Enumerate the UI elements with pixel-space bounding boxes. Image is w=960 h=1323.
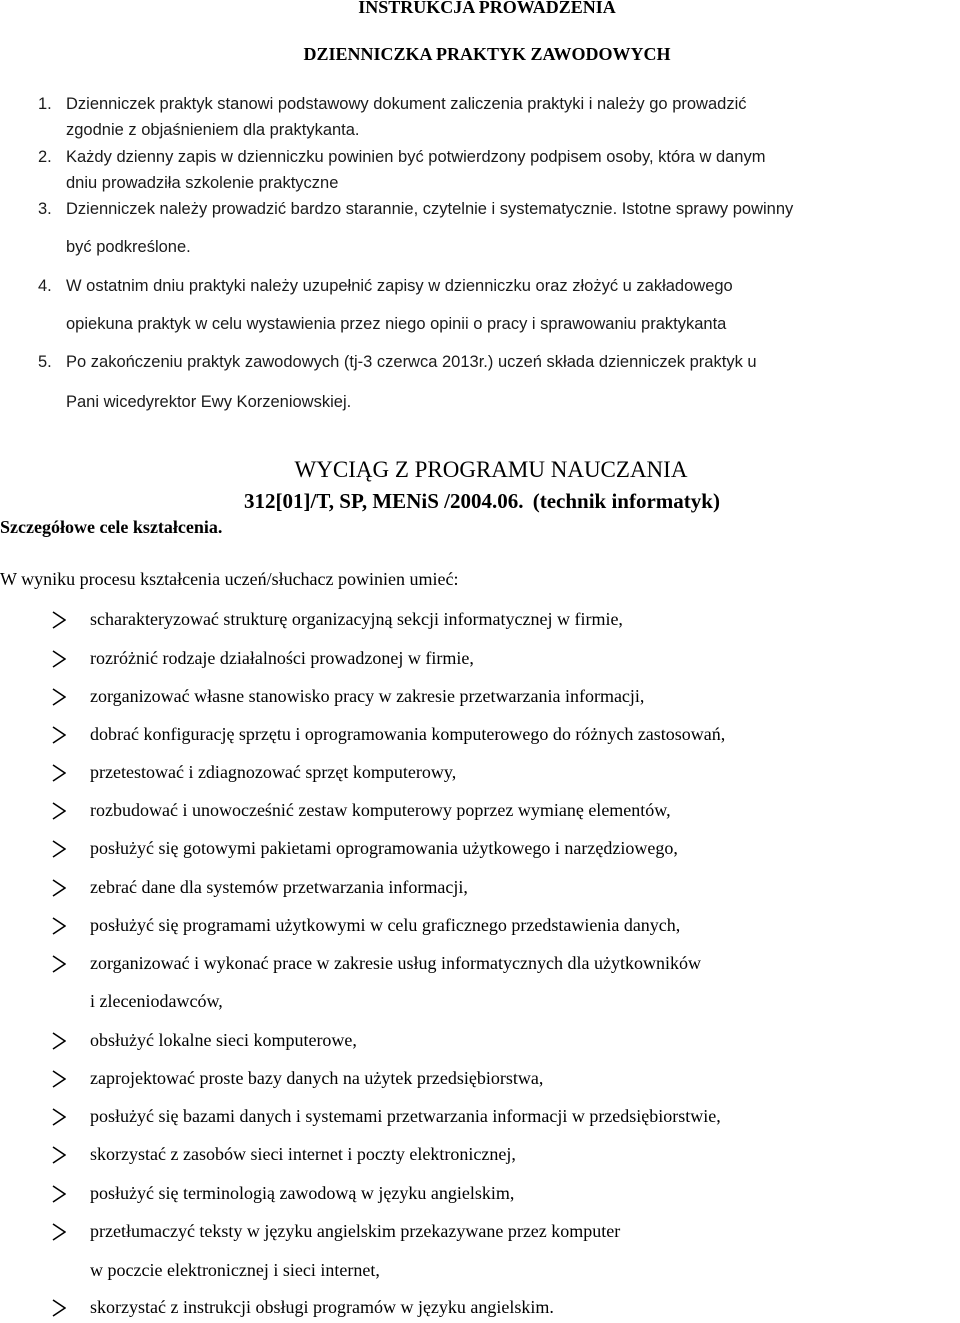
instruction-line: Każdy dzienny zapis w dzienniczku powinien być potwierdzony podpisem osoby, która w danym [66,148,766,166]
document-subtitle: DZIENNICZKA PRAKTYK ZAWODOWYCH [303,44,671,64]
arrow-bullet-icon [52,955,66,973]
goal-item: dobrać konfigurację sprzętu i oprogramowania komputerowego do różnych zastosowań, [90,724,726,744]
instruction-line: zgodnie z objaśnieniem dla praktykanta. [66,121,360,139]
goal-item: zaprojektować proste bazy danych na użytek przedsiębiorstwa, [90,1068,544,1088]
arrow-bullet-icon [52,1223,66,1241]
arrow-bullet-icon [52,650,66,668]
goal-item: zorganizować własne stanowisko pracy w zakresie przetwarzania informacji, [90,686,645,706]
goal-item: scharakteryzować strukturę organizacyjną sekcji informatycznej w firmie, [90,609,623,629]
instruction-line: W ostatnim dniu praktyki należy uzupełnić zapisy w dzienniczku oraz złożyć u zakładowego [66,277,733,295]
arrow-bullet-icon [52,917,66,935]
instruction-number: 1. [38,95,52,113]
instruction-line: Pani wicedyrektor Ewy Korzeniowskiej. [66,393,352,411]
arrow-bullet-icon [52,764,66,782]
arrow-bullet-icon [52,1146,66,1164]
program-code-line [0,488,960,514]
instruction-number: 4. [38,277,52,295]
goal-item: posłużyć się gotowymi pakietami oprogramowania użytkowego i narzędziowego, [90,838,678,858]
arrow-bullet-icon [52,1032,66,1050]
goal-item: zebrać dane dla systemów przetwarzania informacji, [90,877,468,897]
arrow-bullet-icon [52,1108,66,1126]
goal-item: posłużyć się bazami danych i systemami przetwarzania informacji w przedsiębiorstwie, [90,1106,721,1126]
instruction-line: opiekuna praktyk w celu wystawienia przez niego opinii o pracy i sprawowaniu praktykanta [66,315,727,333]
arrow-bullet-icon [52,726,66,744]
arrow-bullet-icon [52,840,66,858]
goal-item: skorzystać z instrukcji obsługi programów w języku angielskim. [90,1297,554,1317]
goal-item: przetłumaczyć teksty w języku angielskim przekazywane przez komputer [90,1221,621,1241]
program-profession: (technik informatyk) [532,489,720,513]
arrow-bullet-icon [52,1185,66,1203]
goal-item: obsłużyć lokalne sieci komputerowe, [90,1030,357,1050]
goal-item: posłużyć się programami użytkowymi w celu graficznego przedstawienia danych, [90,915,681,935]
section-subheading: Szczegółowe cele kształcenia. [0,517,223,537]
instruction-line: być podkreślone. [66,238,191,256]
goal-item: rozróżnić rodzaje działalności prowadzonej w firmie, [90,648,474,668]
arrow-bullet-icon [52,688,66,706]
program-title: WYCIĄG Z PROGRAMU NAUCZANIA [294,457,688,482]
instruction-line: Dzienniczek praktyk stanowi podstawowy dokument zaliczenia praktyki i należy go prowadzić [66,95,747,113]
arrow-bullet-icon [52,1299,66,1317]
goal-item: przetestować i zdiagnozować sprzęt komputerowy, [90,762,457,782]
instruction-line: Dzienniczek należy prowadzić bardzo starannie, czytelnie i systematycznie. Istotne sprawy powinny [66,200,794,218]
goal-item: zorganizować i wykonać prace w zakresie usług informatycznych dla użytkowników [90,953,701,973]
arrow-bullet-icon [52,611,66,629]
instruction-line: Po zakończeniu praktyk zawodowych (tj-3 czerwca 2013r.) uczeń składa dzienniczek praktyk u [66,353,757,371]
instruction-line: dniu prowadziła szkolenie praktyczne [66,174,339,192]
goal-item: rozbudować i unowocześnić zestaw komputerowy poprzez wymianę elementów, [90,800,671,820]
goal-item-continuation: w poczcie elektronicznej i sieci internet, [90,1260,380,1280]
instruction-number: 5. [38,353,52,371]
goal-item: skorzystać z zasobów sieci internet i poczty elektronicznej, [90,1144,516,1164]
instruction-number: 3. [38,200,52,218]
goal-item-continuation: i zleceniodawców, [90,991,223,1011]
arrow-bullet-icon [52,802,66,820]
arrow-bullet-icon [52,879,66,897]
goals-intro: W wyniku procesu kształcenia uczeń/słuchacz powinien umieć: [0,569,459,589]
document-title: INSTRUKCJA PROWADZENIA [358,0,616,17]
program-code: 312[01]/T, SP, MENiS /2004.06. [244,489,524,513]
arrow-bullet-icon [52,1070,66,1088]
goal-item: posłużyć się terminologią zawodową w języku angielskim, [90,1183,515,1203]
instruction-number: 2. [38,148,52,166]
